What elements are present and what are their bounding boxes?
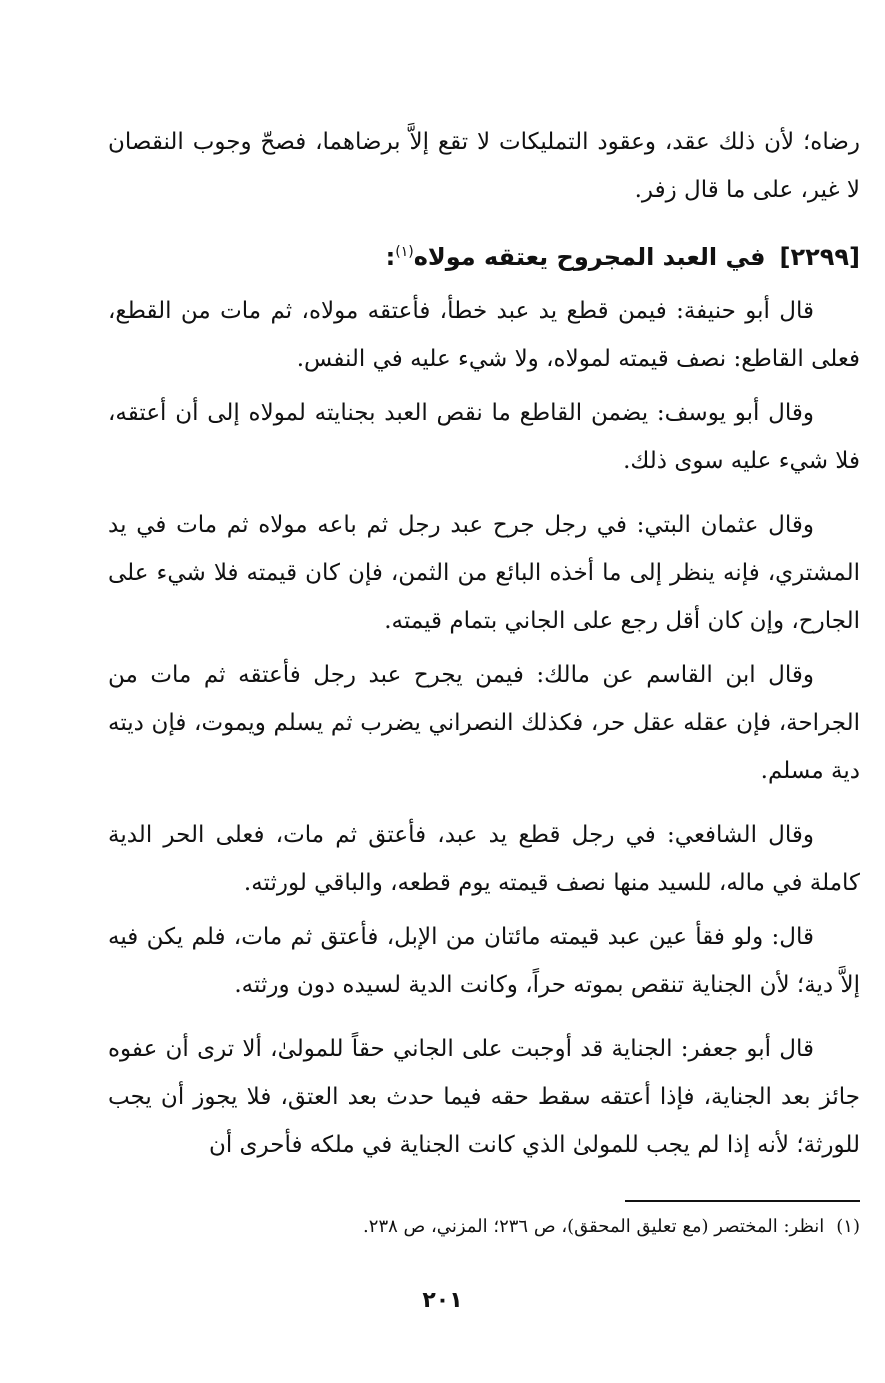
continuation-paragraph: رضاه؛ لأن ذلك عقد، وعقود التمليكات لا تقع إلاَّ برضاهما، فصحّ وجوب النقصان لا غير، على ما قال زفر. bbox=[108, 129, 860, 203]
footnote-mark: (١) bbox=[836, 1216, 860, 1237]
footnote-divider bbox=[625, 1200, 860, 1202]
paragraph-uthman-albatti: وقال عثمان البتي: في رجل جرح عبد رجل ثم باعه مولاه ثم مات في يد المشتري، فإنه ينظر إلى ما أخذه البائع من الثمن، فإن كان قيمته فلا شيء على الجارح، وإن كان أقل رجع على الجاني بتمام قيمته. bbox=[108, 512, 860, 634]
heading-colon: : bbox=[385, 243, 396, 271]
paragraph-shafii-continued: قال: ولو فقأ عين عبد قيمته مائتان من الإبل، فأعتق ثم مات، فلم يكن فيه إلاَّ دية؛ لأن الجناية تنقص بموته حراً، وكانت الدية لسيده دون ورثته. bbox=[108, 924, 860, 998]
footnote bbox=[108, 1212, 860, 1242]
section-title: في العبد المجروح يعتقه مولاه bbox=[413, 243, 766, 271]
page-body bbox=[108, 118, 860, 1169]
section-number: [٢٢٩٩] bbox=[779, 243, 860, 271]
paragraph-ibn-alqasim: وقال ابن القاسم عن مالك: فيمن يجرح عبد رجل فأعتقه ثم مات من الجراحة، فإن عقله عقل حر، فكذلك النصراني يضرب ثم يسلم ويموت، فإن ديته دية مسلم. bbox=[108, 662, 860, 784]
paragraph-abu-hanifa: قال أبو حنيفة: فيمن قطع يد عبد خطأ، فأعتقه مولاه، ثم مات من القطع، فعلى القاطع: نصف قيمته لمولاه، ولا شيء عليه في النفس. bbox=[108, 298, 860, 372]
section-heading bbox=[108, 228, 860, 281]
footnote-text: انظر: المختصر (مع تعليق المحقق)، ص ٢٣٦؛ المزني، ص ٢٣٨. bbox=[363, 1216, 825, 1237]
footnote-ref: (١) bbox=[395, 244, 414, 260]
paragraph-shafii: وقال الشافعي: في رجل قطع يد عبد، فأعتق ثم مات، فعلى الحر الدية كاملة في ماله، للسيد منها نصف قيمته يوم قطعه، والباقي لورثته. bbox=[108, 822, 860, 896]
paragraph-abu-jafar: قال أبو جعفر: الجناية قد أوجبت على الجاني حقاً للمولىٰ، ألا ترى أن عفوه جائز بعد الجناية، فإذا أعتقه سقط حقه فيما حدث بعد العتق، فلا يجوز أن يجب للورثة؛ لأنه إذا لم يجب للمولىٰ الذي كانت الجناية في ملكه فأحرى أن bbox=[108, 1036, 860, 1158]
paragraph-abu-yusuf: وقال أبو يوسف: يضمن القاطع ما نقص العبد بجنايته لمولاه إلى أن أعتقه، فلا شيء عليه سوى ذلك. bbox=[108, 400, 860, 474]
page-number: ٢٠١ bbox=[422, 1288, 463, 1313]
